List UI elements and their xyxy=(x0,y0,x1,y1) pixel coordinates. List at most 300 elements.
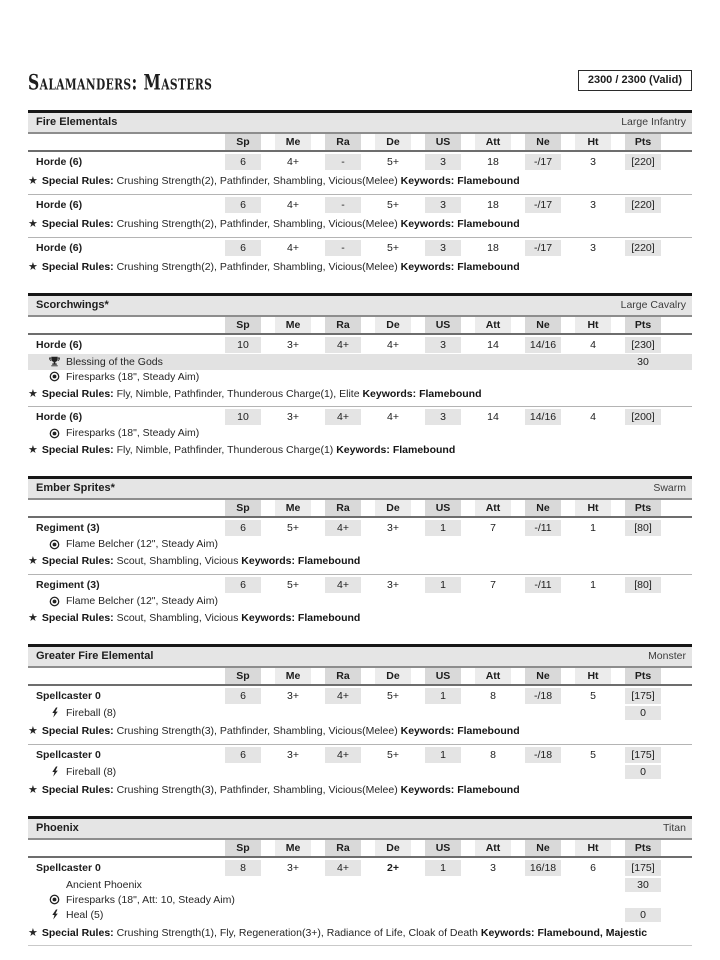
stat-col-header-label: Ht xyxy=(575,840,611,856)
unit-type-label: Titan xyxy=(663,821,686,834)
stat-value: 3+ xyxy=(387,522,399,535)
stat-value-pts xyxy=(618,409,668,425)
section-unit-name: Phoenix xyxy=(36,821,79,834)
attachment-pts-cell xyxy=(618,878,668,892)
attachment-text xyxy=(28,356,618,368)
stat-col-header-att xyxy=(468,134,518,150)
stat-header-row xyxy=(28,500,692,518)
stat-value: 5+ xyxy=(387,748,399,761)
keywords-text: Flamebound xyxy=(454,175,520,187)
stat-value: 4+ xyxy=(325,577,361,593)
stat-value: -/18 xyxy=(525,747,561,763)
stat-value: 3+ xyxy=(287,689,299,702)
stat-value: [220] xyxy=(625,197,661,213)
unit-option-name: Horde (6) xyxy=(36,156,83,168)
stat-value: 4+ xyxy=(325,409,361,425)
attachment-label: Heal (5) xyxy=(66,908,104,921)
stat-col-header-pts xyxy=(618,500,668,516)
stat-value-sp xyxy=(218,240,268,256)
stat-col-header-label: Ne xyxy=(525,317,561,333)
stat-value-pts xyxy=(618,747,668,763)
stat-value: 1 xyxy=(425,577,461,593)
unit-entry xyxy=(28,686,692,744)
attachment-text xyxy=(28,427,618,439)
star-icon: ★ xyxy=(28,387,38,400)
stat-value: 3+ xyxy=(287,411,299,424)
stat-col-header-ne xyxy=(518,317,568,333)
stat-value-sp xyxy=(218,577,268,593)
keywords-text: Flamebound xyxy=(294,555,361,568)
section-header xyxy=(28,293,692,317)
stat-value-us xyxy=(418,577,468,593)
stat-value-us xyxy=(418,197,468,213)
special-rules-row xyxy=(28,608,692,631)
attachment-row xyxy=(28,877,692,893)
keywords-label: Keywords: xyxy=(241,612,295,625)
stat-value: 1 xyxy=(590,522,596,535)
stat-value: 8 xyxy=(225,860,261,876)
stat-value: 4+ xyxy=(287,241,299,254)
special-rules-row xyxy=(28,384,692,407)
keywords-label: Keywords: xyxy=(336,444,390,457)
stat-value-sp xyxy=(218,860,268,876)
special-rules-text: Fly, Nimble, Pathfinder, Thunderous Charge(1) xyxy=(113,444,337,457)
stat-value: 4+ xyxy=(387,411,399,424)
stat-col-header-de xyxy=(368,668,418,684)
stat-col-header-ne xyxy=(518,668,568,684)
stat-value: 6 xyxy=(590,861,596,874)
stat-col-header-pts xyxy=(618,668,668,684)
stat-col-header-me xyxy=(268,668,318,684)
stat-value-ht xyxy=(568,197,618,213)
stat-value: 3 xyxy=(425,240,461,256)
stat-col-header-us xyxy=(418,134,468,150)
unit-stat-row xyxy=(28,152,692,171)
stat-value-me xyxy=(268,577,318,593)
attachment-pts-value xyxy=(625,600,661,602)
stat-value: 14/16 xyxy=(525,337,561,353)
stat-value-ht xyxy=(568,154,618,170)
unit-stat-row xyxy=(28,858,692,877)
stat-value-att xyxy=(468,860,518,876)
stat-value: [175] xyxy=(625,860,661,876)
unit-type-label: Large Cavalry xyxy=(620,298,686,311)
stat-col-header-ra xyxy=(318,134,368,150)
stat-col-header-att xyxy=(468,500,518,516)
stat-col-header-label: Att xyxy=(475,840,511,856)
stat-col-header-label: Sp xyxy=(225,134,261,150)
stat-value-me xyxy=(268,337,318,353)
stat-value: 3+ xyxy=(287,338,299,351)
stat-value: 7 xyxy=(490,579,496,592)
stat-col-header-me xyxy=(268,840,318,856)
stat-col-header-label: Ht xyxy=(575,668,611,684)
keywords-label: Keywords: xyxy=(400,175,455,187)
attachment-label: Blessing of the Gods xyxy=(66,355,163,368)
unit-entry xyxy=(28,152,692,194)
stat-value-us xyxy=(418,240,468,256)
unit-stat-row xyxy=(28,335,692,354)
attachment-pts-cell xyxy=(618,376,668,378)
star-icon: ★ xyxy=(28,724,38,737)
points-total-badge: 2300 / 2300 (Valid) xyxy=(578,70,692,91)
attachment-pts-cell xyxy=(618,432,668,434)
attachment-text xyxy=(28,371,618,383)
keywords-text: Flamebound xyxy=(454,724,520,737)
unit-stat-row xyxy=(28,518,692,537)
stat-value-ne xyxy=(518,860,568,876)
special-rules-row xyxy=(28,257,692,280)
stat-value-de xyxy=(368,409,418,425)
stat-value: 5+ xyxy=(387,198,399,211)
stat-col-header-label: US xyxy=(425,134,461,150)
spell-bolt-icon xyxy=(47,766,62,777)
unit-stat-row xyxy=(28,745,692,764)
stat-col-header-label: Ht xyxy=(575,134,611,150)
attachment-pts-value: 30 xyxy=(625,878,661,892)
stat-value-att xyxy=(468,409,518,425)
stat-value-att xyxy=(468,747,518,763)
stat-col-header-label: Me xyxy=(275,840,311,856)
ranged-attack-icon xyxy=(47,894,62,905)
stat-value: [175] xyxy=(625,747,661,763)
stat-value: 6 xyxy=(225,688,261,704)
stat-value: 4+ xyxy=(387,338,399,351)
attachment-pts-value: 0 xyxy=(625,908,661,922)
stat-value-de xyxy=(368,154,418,170)
attachment-pts-cell xyxy=(618,899,668,901)
stat-col-header-sp xyxy=(218,668,268,684)
stat-value-sp xyxy=(218,747,268,763)
stat-col-header-label: Ht xyxy=(575,317,611,333)
spell-bolt-icon xyxy=(47,909,62,920)
unit-option-name: Horde (6) xyxy=(36,198,83,211)
stat-value-de xyxy=(368,577,418,593)
stat-value-me xyxy=(268,747,318,763)
stat-value-ne xyxy=(518,154,568,170)
stat-col-header-sp xyxy=(218,317,268,333)
stat-value-de xyxy=(368,860,418,876)
stat-value: 4+ xyxy=(287,156,299,168)
stat-col-header-us xyxy=(418,668,468,684)
unit-entry xyxy=(28,335,692,407)
stat-value-ra xyxy=(318,240,368,256)
keywords-label: Keywords: xyxy=(480,926,535,939)
stat-value-ht xyxy=(568,409,618,425)
stat-value-ra xyxy=(318,860,368,876)
stat-col-header-label: Pts xyxy=(625,840,661,856)
stat-value-sp xyxy=(218,197,268,213)
stat-value-pts xyxy=(618,577,668,593)
special-rules-text: Crushing Strength(2), Pathfinder, Shambling, Vicious(Melee) xyxy=(113,217,401,230)
stat-value-us xyxy=(418,409,468,425)
unit-option-name: Regiment (3) xyxy=(36,522,100,535)
stat-value-me xyxy=(268,860,318,876)
star-icon: ★ xyxy=(28,175,38,187)
ranged-attack-icon xyxy=(47,428,62,439)
stat-col-header-label: Sp xyxy=(225,668,261,684)
unit-type-label: Monster xyxy=(648,649,686,662)
stat-value-us xyxy=(418,688,468,704)
special-rules-text: Crushing Strength(3), Pathfinder, Shambling, Vicious(Melee) xyxy=(113,783,401,796)
keywords-text: Flamebound xyxy=(454,217,520,230)
stat-value: 4+ xyxy=(325,520,361,536)
stat-col-header-label: US xyxy=(425,500,461,516)
stat-value: -/17 xyxy=(525,197,561,213)
ranged-attack-icon xyxy=(47,371,62,382)
keywords-label: Keywords: xyxy=(400,260,455,273)
stat-value: -/11 xyxy=(525,520,561,536)
stat-value: 2+ xyxy=(387,861,399,874)
stat-value: 1 xyxy=(425,747,461,763)
attachment-label: Firesparks (18", Att: 10, Steady Aim) xyxy=(66,893,235,906)
stat-header-row xyxy=(28,317,692,335)
stat-value: 5 xyxy=(590,748,596,761)
stat-value: 10 xyxy=(225,409,261,425)
attachment-row xyxy=(28,537,692,551)
stat-value-ra xyxy=(318,409,368,425)
attachment-pts-value xyxy=(625,543,661,545)
unit-section xyxy=(28,644,692,803)
special-rules-row xyxy=(28,171,692,194)
stat-value-pts xyxy=(618,337,668,353)
keywords-label: Keywords: xyxy=(362,387,417,400)
stat-value-ra xyxy=(318,520,368,536)
attachment-text xyxy=(28,909,618,921)
stat-col-header-label: Ra xyxy=(325,134,361,150)
attachment-label: Fireball (8) xyxy=(66,765,117,778)
stat-col-header-ht xyxy=(568,840,618,856)
stat-value: 10 xyxy=(225,337,261,353)
stat-col-header-sp xyxy=(218,840,268,856)
stat-value-us xyxy=(418,747,468,763)
stat-value-ht xyxy=(568,577,618,593)
section-unit-name: Greater Fire Elemental xyxy=(36,649,154,662)
stat-value-me xyxy=(268,520,318,536)
attachment-text xyxy=(28,595,618,607)
stat-value-ht xyxy=(568,860,618,876)
attachment-pts-cell xyxy=(618,600,668,602)
special-rules-label: Special Rules: xyxy=(41,724,114,737)
special-rules-text: Crushing Strength(3), Pathfinder, Shambling, Vicious(Melee) xyxy=(113,724,401,737)
stat-value: 3 xyxy=(590,198,596,211)
attachment-pts-value xyxy=(625,376,661,378)
stat-col-header-label: Ra xyxy=(325,317,361,333)
attachment-label: Firesparks (18", Steady Aim) xyxy=(66,370,200,383)
unit-entry xyxy=(28,744,692,803)
attachment-row xyxy=(28,594,692,608)
stat-value: 4+ xyxy=(287,198,299,211)
stat-value: [200] xyxy=(625,409,661,425)
stat-value: 3 xyxy=(425,409,461,425)
stat-col-header-de xyxy=(368,134,418,150)
stat-value: 5+ xyxy=(387,689,399,702)
unit-entry xyxy=(28,194,692,237)
stat-value: 7 xyxy=(490,522,496,535)
star-icon: ★ xyxy=(28,444,38,457)
stat-col-header-label: Me xyxy=(275,134,311,150)
attachment-label: Ancient Phoenix xyxy=(66,878,142,891)
stat-col-header-label: Ra xyxy=(325,840,361,856)
spell-bolt-icon xyxy=(47,707,62,718)
stat-value: 6 xyxy=(225,520,261,536)
stat-col-header-ht xyxy=(568,134,618,150)
stat-value-ne xyxy=(518,520,568,536)
keywords-label: Keywords: xyxy=(400,783,455,796)
stat-value-ht xyxy=(568,747,618,763)
keywords-text: Flamebound xyxy=(416,387,482,400)
special-rules-text: Crushing Strength(2), Pathfinder, Shambling, Vicious(Melee) xyxy=(113,260,401,273)
document-header xyxy=(28,70,692,96)
attachment-text xyxy=(28,766,618,778)
stat-value: 5+ xyxy=(387,156,399,168)
stat-value: 6 xyxy=(225,747,261,763)
stat-header-row xyxy=(28,134,692,152)
stat-col-header-us xyxy=(418,317,468,333)
stat-value-me xyxy=(268,688,318,704)
stat-value: 4+ xyxy=(325,337,361,353)
stat-value-pts xyxy=(618,240,668,256)
trophy-icon xyxy=(47,356,62,367)
stat-value-ne xyxy=(518,747,568,763)
stat-value: - xyxy=(325,197,361,213)
stat-col-header-label: US xyxy=(425,840,461,856)
star-icon: ★ xyxy=(28,926,38,939)
keywords-text: Flamebound xyxy=(389,444,456,457)
stat-col-header-label: De xyxy=(375,840,411,856)
stat-value: -/18 xyxy=(525,688,561,704)
stat-value-sp xyxy=(218,409,268,425)
stat-col-header-label: Me xyxy=(275,668,311,684)
special-rules-row xyxy=(28,923,692,946)
stat-col-header-label: Ne xyxy=(525,500,561,516)
stat-value: 5+ xyxy=(287,522,299,535)
star-icon: ★ xyxy=(28,555,38,568)
stat-value-ne xyxy=(518,409,568,425)
stat-col-header-de xyxy=(368,500,418,516)
section-header xyxy=(28,476,692,500)
stat-col-header-de xyxy=(368,317,418,333)
stat-value-sp xyxy=(218,520,268,536)
stat-col-header-pts xyxy=(618,840,668,856)
stat-col-header-ra xyxy=(318,668,368,684)
stat-value-sp xyxy=(218,337,268,353)
stat-col-header-sp xyxy=(218,134,268,150)
stat-value: [80] xyxy=(625,520,661,536)
stat-col-header-label: Pts xyxy=(625,134,661,150)
special-rules-label: Special Rules: xyxy=(41,260,114,273)
stat-value: 18 xyxy=(487,241,499,254)
attachment-pts-cell xyxy=(618,908,668,922)
stat-value-me xyxy=(268,240,318,256)
attachment-label: Flame Belcher (12", Steady Aim) xyxy=(66,595,218,608)
special-rules-row xyxy=(28,721,692,744)
stat-col-header-label: Sp xyxy=(225,840,261,856)
section-header xyxy=(28,110,692,134)
special-rules-text: Scout, Shambling, Vicious xyxy=(113,555,242,568)
stat-value-de xyxy=(368,688,418,704)
stat-col-header-att xyxy=(468,317,518,333)
special-rules-label: Special Rules: xyxy=(41,175,114,187)
stat-value: 16/18 xyxy=(525,860,561,876)
stat-value-ht xyxy=(568,520,618,536)
keywords-label: Keywords: xyxy=(400,724,455,737)
unit-option-name: Spellcaster 0 xyxy=(36,689,101,702)
stat-value-us xyxy=(418,860,468,876)
stat-value: [80] xyxy=(625,577,661,593)
attachment-pts-value: 30 xyxy=(637,355,649,368)
page-title: Salamanders: Masters xyxy=(28,70,213,96)
stat-value: [230] xyxy=(625,337,661,353)
stat-value: 3 xyxy=(490,861,496,874)
stat-value-att xyxy=(468,688,518,704)
attachment-pts-value xyxy=(625,899,661,901)
attachment-pts-cell xyxy=(618,543,668,545)
attachment-pts-cell xyxy=(618,355,668,369)
upgrade-row xyxy=(28,354,692,370)
stat-col-header-label: De xyxy=(375,317,411,333)
stat-value-ht xyxy=(568,240,618,256)
unit-type-label: Swarm xyxy=(653,482,686,495)
stat-value: 3+ xyxy=(387,579,399,592)
stat-value: 4+ xyxy=(325,860,361,876)
keywords-text: Flamebound xyxy=(294,612,361,625)
stat-value: -/17 xyxy=(525,154,561,170)
stat-value: - xyxy=(325,240,361,256)
attachment-label: Fireball (8) xyxy=(66,706,117,719)
stat-value-pts xyxy=(618,520,668,536)
stat-col-header-me xyxy=(268,134,318,150)
stat-value-ra xyxy=(318,197,368,213)
unit-entry xyxy=(28,518,692,574)
stat-value: 3 xyxy=(425,337,461,353)
stat-header-row xyxy=(28,668,692,686)
stat-value-me xyxy=(268,154,318,170)
stat-value-ra xyxy=(318,337,368,353)
stat-value: 6 xyxy=(225,577,261,593)
stat-value: 14 xyxy=(487,411,499,424)
stat-value: 3 xyxy=(425,154,461,170)
unit-section xyxy=(28,476,692,631)
stat-value-pts xyxy=(618,154,668,170)
unit-entry xyxy=(28,406,692,463)
stat-value-ra xyxy=(318,154,368,170)
stat-value-att xyxy=(468,154,518,170)
stat-col-header-label: Ra xyxy=(325,500,361,516)
stat-value: -/17 xyxy=(525,240,561,256)
attachment-row xyxy=(28,370,692,384)
special-rules-label: Special Rules: xyxy=(41,217,114,230)
special-rules-label: Special Rules: xyxy=(41,926,114,939)
stat-value: [175] xyxy=(625,688,661,704)
unit-entry xyxy=(28,237,692,280)
unit-section xyxy=(28,293,692,464)
stat-col-header-us xyxy=(418,500,468,516)
stat-col-header-ne xyxy=(518,134,568,150)
stat-col-header-att xyxy=(468,668,518,684)
stat-col-header-label: Att xyxy=(475,500,511,516)
stat-value: 4 xyxy=(590,411,596,424)
stat-value-ra xyxy=(318,577,368,593)
stat-value: 6 xyxy=(225,240,261,256)
stat-col-header-us xyxy=(418,840,468,856)
stat-value: 8 xyxy=(490,748,496,761)
attachment-text xyxy=(28,538,618,550)
unit-stat-row xyxy=(28,195,692,214)
stat-col-header-label: Ra xyxy=(325,668,361,684)
stat-value-ne xyxy=(518,577,568,593)
stat-value: -/11 xyxy=(525,577,561,593)
